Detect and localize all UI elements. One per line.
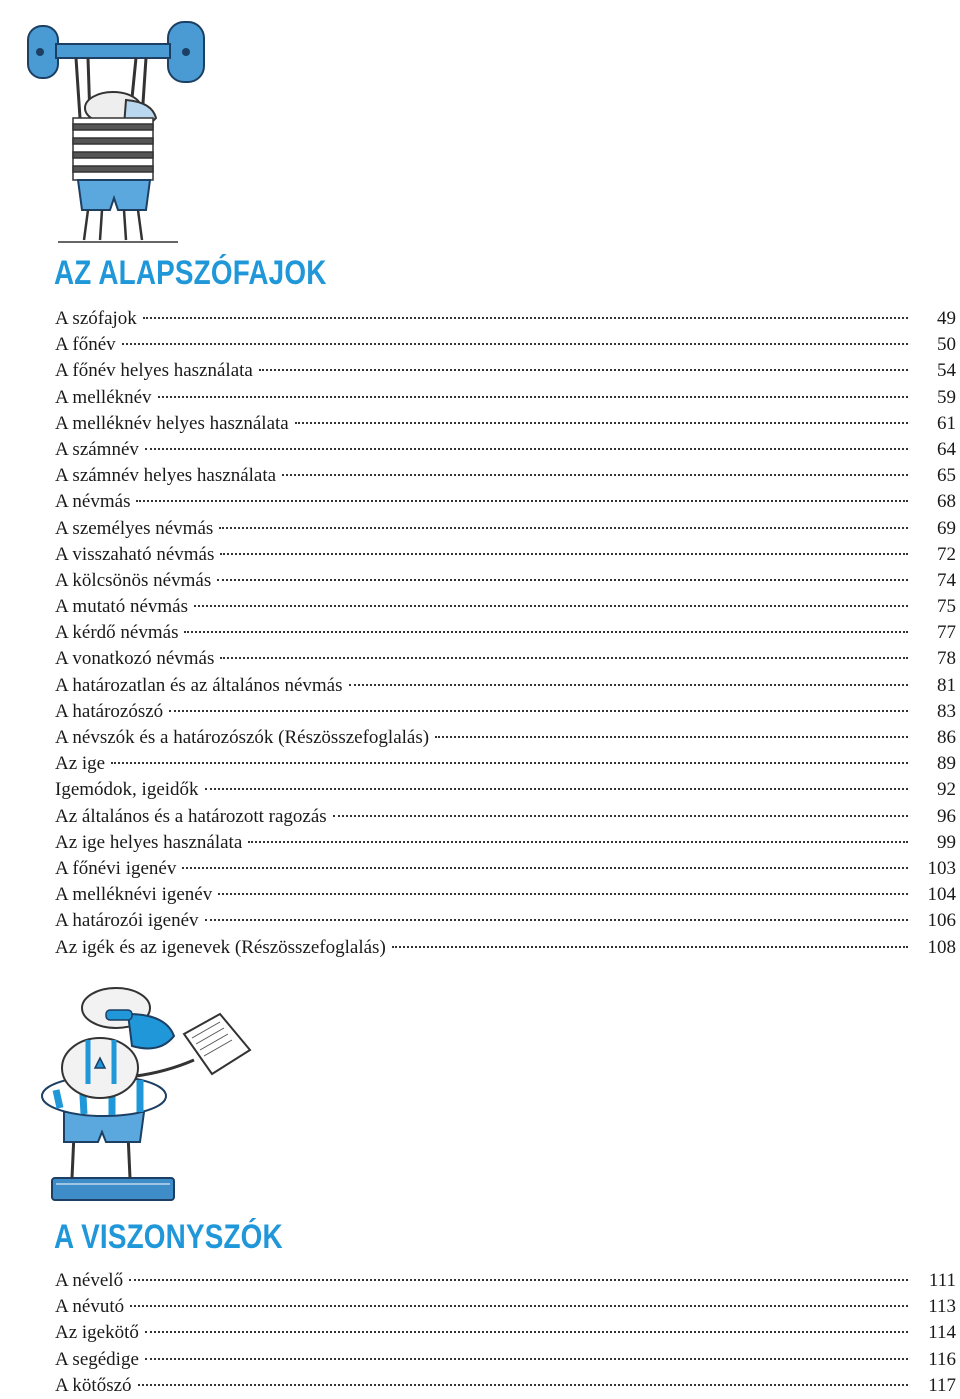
toc-entry-label: Az általános és a határozott ragozás [55, 805, 327, 827]
toc-entry-label: Az igekötő [55, 1322, 139, 1344]
toc-entry[interactable] [55, 646, 956, 672]
toc-entry[interactable] [55, 777, 956, 803]
toc-leader-dots [392, 946, 908, 948]
toc-leader-dots [138, 1384, 908, 1386]
toc-entry[interactable] [55, 830, 956, 856]
toc-entry-page: 117 [928, 1374, 956, 1396]
toc-entry[interactable] [55, 306, 956, 332]
toc-entry-label: A névszók és a határozószók (Részösszefoglalás) [55, 727, 430, 748]
sheep-weightlifter-illustration [18, 8, 214, 244]
toc-entry-page: 114 [928, 1322, 956, 1344]
toc-entry-label: A főnévi igenév [55, 857, 177, 879]
toc-leader-dots [169, 710, 908, 712]
toc-entry-label: A melléknév [55, 386, 152, 408]
toc-leader-dots [145, 1331, 908, 1333]
toc-entry-label: A melléknévi igenév [55, 884, 213, 906]
toc-leader-dots [130, 1305, 908, 1307]
toc-entry[interactable] [55, 463, 956, 489]
toc-entry-page: 61 [937, 412, 956, 434]
toc-leader-dots [248, 841, 908, 843]
toc-entry-page: 75 [937, 596, 956, 618]
toc-entry-page: 99 [937, 831, 956, 853]
toc-entry-label: A segédige [55, 1348, 139, 1370]
toc-leader-dots [184, 631, 908, 633]
toc-entry-page: 77 [937, 622, 956, 644]
toc-leader-dots [349, 684, 908, 686]
toc-entry[interactable] [55, 1373, 956, 1399]
toc-entry-label: A melléknév helyes használata [55, 412, 289, 434]
toc-entry-page: 86 [937, 727, 956, 748]
toc-entry[interactable] [55, 516, 956, 542]
toc-entry-label: A szófajok [55, 308, 137, 329]
toc-entry-page: 113 [928, 1296, 956, 1318]
toc-leader-dots [129, 1279, 908, 1281]
toc-leader-dots [205, 919, 908, 921]
toc-entry[interactable] [55, 699, 956, 725]
toc-entry-label: A névelő [55, 1270, 124, 1291]
toc-entry-page: 108 [927, 936, 956, 958]
toc-entry[interactable] [55, 358, 956, 384]
toc-entry[interactable] [55, 411, 956, 437]
toc-entry-label: A kötőszó [55, 1374, 132, 1396]
toc-leader-dots [136, 500, 908, 502]
toc-entry-page: 92 [937, 779, 956, 801]
toc-entry-page: 65 [937, 465, 956, 487]
toc-entry-label: A mutató névmás [55, 596, 188, 618]
toc-leader-dots [205, 788, 908, 790]
toc-entry-page: 116 [928, 1348, 956, 1370]
toc-entry-page: 83 [937, 700, 956, 722]
toc-leader-dots [282, 474, 908, 476]
toc-entry-label: A határozatlan és az általános névmás [55, 674, 343, 696]
toc-entry-label: A visszaható névmás [55, 543, 215, 565]
toc-entry-page: 68 [937, 491, 956, 513]
toc-entry[interactable] [55, 725, 956, 751]
toc-leader-dots [218, 893, 908, 895]
sheep-reading-illustration [16, 984, 258, 1206]
sheep-reading-book-icon [16, 984, 258, 1206]
toc-entry-label: A kölcsönös névmás [55, 569, 212, 591]
toc-entry-label: A főnév [55, 334, 116, 356]
toc-entry-page: 74 [937, 569, 956, 591]
toc-entry[interactable] [55, 1347, 956, 1373]
toc-entry[interactable] [55, 385, 956, 411]
toc-leader-dots [435, 736, 908, 738]
toc-leader-dots [217, 579, 908, 581]
toc-leader-dots [145, 448, 908, 450]
toc-entry-label: A vonatkozó névmás [55, 648, 215, 670]
toc-entry[interactable] [55, 437, 956, 463]
toc-entry[interactable] [55, 856, 956, 882]
toc-entry-page: 59 [937, 386, 956, 408]
toc-leader-dots [158, 396, 908, 398]
toc-entry-label: A határozói igenév [55, 910, 199, 932]
toc-entry-page: 78 [937, 648, 956, 670]
toc-leader-dots [194, 605, 908, 607]
toc-list-alapszofajok [55, 306, 956, 961]
toc-leader-dots [111, 762, 908, 764]
toc-entry[interactable] [55, 568, 956, 594]
toc-entry-page: 104 [927, 884, 956, 906]
toc-entry-label: A határozószó [55, 700, 164, 722]
toc-entry-label: A főnév helyes használata [55, 360, 253, 382]
toc-entry-page: 96 [937, 805, 956, 827]
toc-entry-page: 54 [937, 360, 956, 382]
toc-entry-page: 64 [937, 438, 956, 460]
sheep-weightlifter-icon [18, 8, 214, 244]
toc-entry-label: A névmás [55, 491, 131, 513]
toc-entry[interactable] [55, 673, 956, 699]
toc-leader-dots [333, 815, 908, 817]
toc-entry-page: 49 [937, 308, 956, 329]
toc-entry[interactable] [55, 882, 956, 908]
toc-entry[interactable] [55, 1320, 956, 1346]
toc-leader-dots [295, 422, 908, 424]
toc-entry-page: 69 [937, 517, 956, 539]
toc-entry-label: A kérdő névmás [55, 622, 179, 644]
toc-entry-label: Igemódok, igeidők [55, 779, 199, 801]
toc-entry[interactable] [55, 804, 956, 830]
toc-entry-label: Az igék és az igenevek (Részösszefoglalás) [55, 936, 386, 958]
toc-entry-page: 111 [928, 1270, 956, 1291]
toc-entry[interactable] [55, 620, 956, 646]
toc-entry[interactable] [55, 594, 956, 620]
toc-leader-dots [145, 1358, 908, 1360]
toc-leader-dots [122, 343, 908, 345]
toc-entry-label: Az ige helyes használata [55, 831, 243, 853]
toc-entry[interactable] [55, 1294, 956, 1320]
toc-entry-label: Az ige [55, 753, 106, 775]
toc-entry[interactable] [55, 1268, 956, 1294]
toc-entry-label: A névutó [55, 1296, 125, 1318]
toc-entry-label: A számnév [55, 438, 139, 460]
toc-entry-page: 103 [927, 857, 956, 879]
toc-entry[interactable] [55, 332, 956, 358]
toc-entry-page: 72 [937, 543, 956, 565]
toc-entry[interactable] [55, 908, 956, 934]
toc-entry-page: 81 [937, 674, 956, 696]
toc-entry[interactable] [55, 542, 956, 568]
toc-leader-dots [259, 369, 908, 371]
toc-entry-page: 50 [937, 334, 956, 356]
toc-leader-dots [219, 527, 908, 529]
toc-leader-dots [220, 553, 908, 555]
section-title-viszonyszok: A VISZONYSZÓK [54, 1218, 283, 1256]
toc-entry[interactable] [55, 751, 956, 777]
section-title-alapszofajok: AZ ALAPSZÓFAJOK [54, 254, 327, 292]
toc-leader-dots [143, 317, 908, 319]
toc-entry-page: 89 [937, 753, 956, 775]
toc-entry[interactable] [55, 489, 956, 515]
toc-leader-dots [182, 867, 908, 869]
toc-entry-page: 106 [927, 910, 956, 932]
toc-entry[interactable] [55, 935, 956, 961]
toc-leader-dots [220, 657, 908, 659]
toc-entry-label: A személyes névmás [55, 517, 214, 539]
toc-entry-label: A számnév helyes használata [55, 465, 277, 487]
toc-list-viszonyszok [55, 1268, 956, 1399]
